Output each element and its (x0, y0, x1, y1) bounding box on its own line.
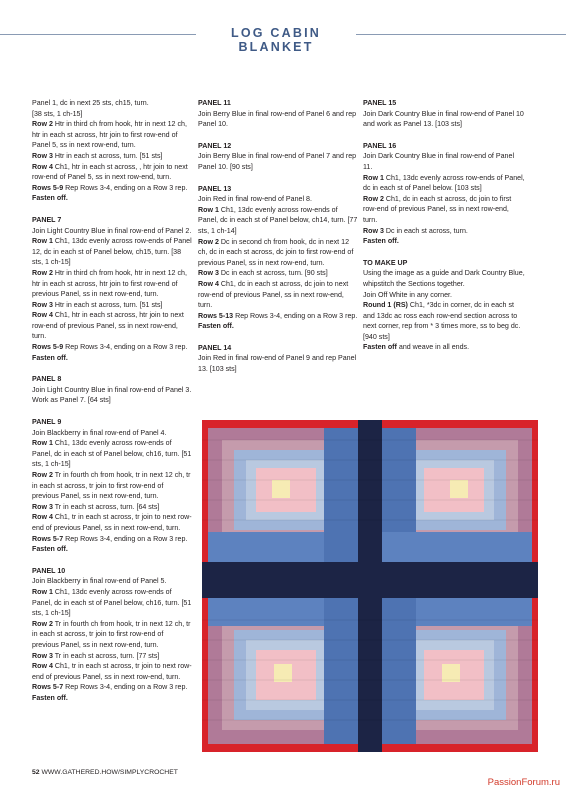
watermark: PassionForum.ru (487, 777, 560, 788)
row-label: Round 1 (RS) (363, 301, 408, 310)
instruction-row (32, 502, 192, 513)
section-heading: PANEL 13 (198, 184, 232, 193)
row-text: Ch1, tr in each st across, tr join to next row-end of previous Panel, ss in next row-end, turn. (32, 513, 192, 532)
row-label: Row 3 (32, 502, 53, 511)
row-text: Ch1, 13dc evenly across row-ends of Panel 12, dc in each st of Panel below, ch15, turn. [38 sts, 1 ch-15] (32, 237, 192, 267)
section-heading: PANEL 12 (198, 141, 232, 150)
row-label: Row 1 (363, 173, 384, 182)
instruction-row (32, 183, 192, 194)
instruction-text: Join Dark Country Blue in final row-end of Panel 11. (363, 152, 515, 171)
bold-text: Fasten off. (32, 545, 68, 554)
instruction-row (363, 342, 525, 353)
section-heading: PANEL 10 (32, 566, 66, 575)
instructions-column-1 (32, 98, 192, 703)
row-label: Row 4 (32, 162, 53, 171)
instruction-row (363, 300, 525, 342)
row-label: Rows 5-7 (32, 683, 64, 692)
fasten-off-line (32, 353, 192, 364)
instruction-row (32, 300, 192, 311)
row-text: Rep Rows 3-4, ending on a Row 3 rep. (63, 534, 188, 543)
row-text: Dc in each st across, turn. [90 sts] (218, 269, 328, 278)
fasten-off-line (32, 544, 192, 555)
row-label: Row 4 (32, 662, 53, 671)
row-text: Tr in each st across, turn. [64 sts] (52, 502, 160, 511)
row-label: Row 1 (198, 205, 219, 214)
instruction-row (363, 194, 525, 226)
instruction-text: Join Berry Blue in final row-end of Panel 6 and rep Panel 10. (198, 109, 357, 129)
instruction-row (198, 279, 358, 311)
footer-url[interactable]: WWW.GATHERED.HOW/SIMPLYCROCHET (41, 769, 178, 776)
row-text: Htr in third ch from hook, htr in next 12 ch, htr in each st across, htr join to first row-end of Panel 5, ss in next row-end, turn. (32, 120, 187, 150)
row-label: Rows 5-9 (32, 183, 64, 192)
row-text: Dc in each st across, turn. (383, 226, 468, 235)
instruction-text: Join Red in final row-end of Panel 8. (198, 195, 312, 204)
instruction-text: Join Red in final row-end of Panel 9 and rep Panel 13. [103 sts] (198, 354, 357, 374)
header-rule-right (356, 34, 566, 35)
instruction-text: Using the image as a guide and Dark Country Blue, whipstitch the Sections together. (363, 269, 525, 288)
row-label: Fasten off (363, 343, 397, 352)
instruction-row (198, 268, 358, 279)
row-text: Htr in each st across, turn. [51 sts] (52, 300, 163, 309)
row-label: Row 3 (32, 651, 53, 660)
row-label: Row 3 (363, 226, 384, 235)
instruction-text: [38 sts, 1 ch-15] (32, 109, 83, 118)
instruction-row (198, 205, 358, 237)
section-heading: PANEL 8 (32, 375, 62, 384)
row-text: Tr in fourth ch from hook, tr in next 12 ch, tr in each st across, tr join to first row-end of previous Panel, ss in next row-end, turn. (32, 471, 191, 501)
section-heading: TO MAKE UP (363, 258, 408, 267)
instruction-text: Work as Panel 7. [64 sts] (32, 396, 111, 405)
instruction-text: Join Light Country Blue in final row-end of Panel 2. (32, 226, 192, 235)
row-text: Ch1, 13dc evenly across row-ends of Panel, dc in each st of Panel below, ch14, turn. [77 sts, 1 ch-14] (198, 205, 358, 235)
row-text: and weave in all ends. (396, 343, 470, 352)
row-text: Ch1, 13dc evenly across row-ends of Panel, dc in each st of Panel below, ch16, turn. [51 sts, 1 ch-15] (32, 587, 192, 618)
row-label: Row 3 (32, 151, 53, 160)
instruction-row (32, 534, 192, 545)
instruction-text: Join Light Country Blue in final row-end of Panel 3. (32, 385, 192, 394)
fasten-off-line (363, 236, 525, 247)
fasten-off-line (32, 193, 192, 204)
instruction-row (32, 512, 192, 533)
bold-text: Fasten off. (32, 194, 68, 203)
row-text: Rep Rows 3-4, ending on a Row 3 rep. (63, 683, 188, 692)
bold-text: Fasten off. (32, 693, 68, 702)
instruction-row (32, 236, 192, 268)
row-label: Row 2 (198, 237, 219, 246)
instruction-row (32, 438, 192, 470)
instruction-row (32, 619, 192, 651)
row-text: Rep Rows 3-4, ending on a Row 3 rep. (63, 343, 188, 352)
bold-text: Fasten off. (363, 237, 399, 246)
instruction-row (32, 151, 192, 162)
log-cabin-blanket-photo (202, 420, 538, 752)
instruction-row (32, 310, 192, 342)
instruction-row (32, 651, 192, 662)
page-number: 52 (32, 769, 40, 776)
section-heading: PANEL 11 (198, 99, 231, 107)
instruction-row (32, 587, 192, 619)
instruction-text: Join Dark Country Blue in final row-end of Panel 10 and work as Panel 13. [103 sts] (363, 109, 524, 129)
section-heading: PANEL 14 (198, 343, 232, 352)
bold-text: Fasten off. (32, 353, 68, 362)
row-label: Row 3 (198, 269, 219, 278)
instruction-row (198, 237, 358, 269)
row-label: Row 1 (32, 439, 53, 448)
row-text: Tr in each st across, turn. [77 sts] (52, 651, 160, 660)
row-text: Dc in second ch from hook, dc in next 12 ch, dc in each st across, dc join to first row-end of previous Panel, ss in next row-end, turn. (198, 237, 354, 267)
instructions-column-2 (198, 98, 358, 375)
fasten-off-line (32, 693, 192, 704)
instruction-row (32, 162, 192, 183)
instruction-row (198, 311, 358, 322)
row-label: Row 2 (32, 471, 53, 479)
section-heading: PANEL 16 (363, 141, 397, 150)
row-label: Row 1 (32, 587, 53, 596)
row-text: Ch1, 13dc evenly across row-ends of Panel, dc in each st of Panel below, ch16, turn. [51 sts, 1 ch-15] (32, 439, 192, 469)
row-label: Rows 5-7 (32, 534, 64, 543)
instruction-text: Join Blackberry in final row-end of Panel 4. (32, 428, 167, 437)
section-heading: PANEL 9 (32, 418, 62, 427)
row-text: Tr in fourth ch from hook, tr in next 12 ch, tr in each st across, tr join to first row-end of previous Panel, ss in next row-end, turn. (32, 619, 191, 649)
bold-text: Fasten off. (198, 322, 234, 331)
row-text: Ch1, dc in each st across, dc join to next row-end of previous Panel, ss in next row-end, turn. (198, 279, 349, 310)
instruction-row (32, 470, 192, 502)
page-title: LOG CABIN BLANKET (231, 26, 321, 54)
row-text: Ch1, 13dc evenly across row-ends of Panel, dc in each st of Panel below. [103 sts] (363, 173, 525, 193)
instructions-column-3 (363, 98, 525, 353)
instruction-row (363, 226, 525, 237)
row-text: Rep Rows 3-4, ending on a Row 3 rep. (233, 311, 358, 320)
instruction-text: Join Blackberry in final row-end of Panel 5. (32, 577, 167, 586)
instruction-row (32, 682, 192, 693)
row-label: Row 4 (32, 513, 53, 522)
fasten-off-line (198, 321, 358, 332)
section-heading: PANEL 7 (32, 215, 62, 224)
instruction-row (32, 119, 192, 151)
instruction-row (363, 173, 525, 194)
instruction-row (32, 342, 192, 353)
row-label: Rows 5-9 (32, 343, 64, 352)
row-label: Row 3 (32, 300, 53, 309)
instruction-row (32, 268, 192, 300)
row-label: Row 2 (32, 268, 53, 277)
row-label: Row 4 (198, 279, 219, 288)
row-text: Ch1, htr in each st across, , htr join to next row-end of Panel 5, ss in next row-end, turn. (32, 162, 188, 182)
row-text: Ch1, htr in each st across, htr join to next row-end of previous Panel, ss in next row-end, turn. (32, 311, 184, 341)
row-label: Row 2 (32, 120, 53, 129)
section-heading: PANEL 15 (363, 99, 397, 107)
row-text: Ch1, dc in each st across, dc join to first row-end of previous Panel, ss in next row-end, turn. (363, 194, 512, 224)
row-label: Row 4 (32, 311, 53, 320)
instruction-row (32, 661, 192, 682)
row-text: Htr in third ch from hook, htr in next 12 ch, htr in each st across, htr join to first row-end of previous Panel, ss in next row-end, turn. (32, 268, 187, 299)
row-text: Rep Rows 3-4, ending on a Row 3 rep. (63, 183, 188, 192)
row-label: Row 2 (363, 194, 384, 203)
instruction-text: Join Off White in any corner. (363, 290, 452, 299)
header-rule-left (0, 34, 196, 35)
row-text: Htr in each st across, turn. [51 sts] (52, 151, 163, 160)
row-text: Ch1, tr in each st across, tr join to next row-end of previous Panel, ss in next row-end, turn. (32, 662, 192, 681)
instruction-text: Join Berry Blue in final row-end of Panel 7 and rep Panel 10. [90 sts] (198, 152, 357, 171)
page-footer (32, 769, 178, 776)
row-text: Ch1, *3dc in corner, dc in each st and 13dc ac ross each row-end section across to next corner, rep from * 3 times more, ss to beg dc. [940 sts] (363, 301, 521, 341)
row-label: Row 1 (32, 237, 53, 246)
row-label: Rows 5-13 (198, 311, 234, 320)
instruction-text: Panel 1, dc in next 25 sts, ch15, turn. (32, 99, 149, 107)
row-label: Row 2 (32, 619, 53, 628)
